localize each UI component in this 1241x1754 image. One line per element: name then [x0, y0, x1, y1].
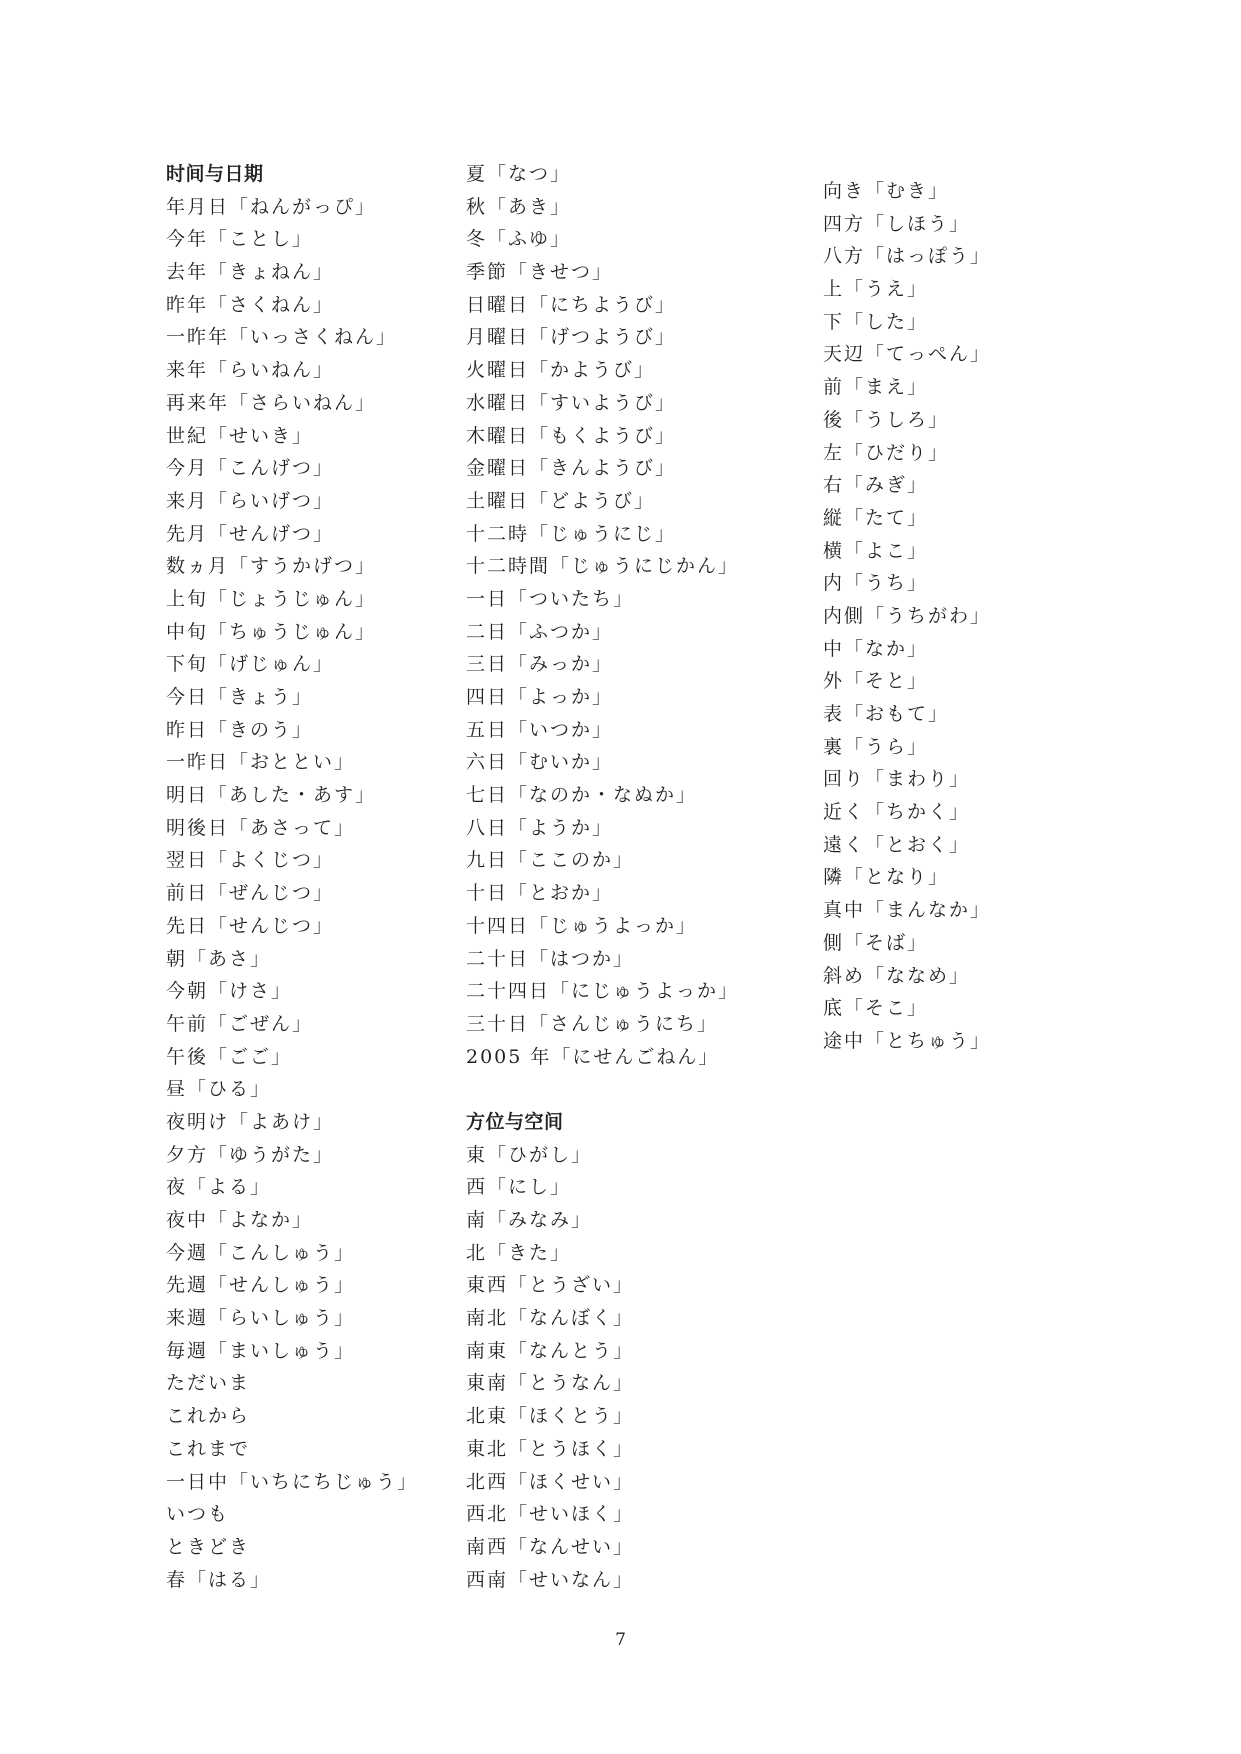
- vocab-item: 後「うしろ」: [823, 408, 950, 431]
- vocab-item: 隣「となり」: [823, 866, 950, 889]
- vocab-item: 三日「みっか」: [466, 653, 614, 676]
- column-1: [166, 158, 456, 1596]
- vocab-item: 七日「なのか・なぬか」: [466, 784, 698, 807]
- vocab-item: 表「おもて」: [823, 703, 950, 725]
- vocab-list-time-date-cont: [466, 158, 806, 1073]
- vocab-item: 東南「とうなん」: [466, 1372, 635, 1395]
- vocab-item: これから: [166, 1405, 251, 1428]
- vocab-item: 2005 年「にせんごねん」: [466, 1045, 720, 1068]
- section-gap: [466, 1073, 806, 1106]
- vocab-item: いつも: [166, 1503, 230, 1526]
- vocab-item: 十二時間「じゅうにじかん」: [466, 555, 740, 578]
- vocab-item: 一日中「いちにちじゅう」: [166, 1470, 419, 1493]
- vocab-item: 上「うえ」: [823, 278, 929, 301]
- vocab-item: 西北「せいほく」: [466, 1503, 635, 1526]
- vocab-item: ただいま: [166, 1372, 251, 1395]
- vocab-item: 夜明け「よあけ」: [166, 1110, 335, 1133]
- vocab-item: 向き「むき」: [823, 180, 950, 202]
- vocab-item: 四日「よっか」: [466, 686, 614, 708]
- vocab-item: 前日「ぜんじつ」: [166, 882, 335, 905]
- vocab-item: 昼「ひる」: [166, 1078, 272, 1101]
- vocab-item: 南北「なんぼく」: [466, 1307, 635, 1330]
- vocab-item: 外「そと」: [823, 670, 929, 693]
- vocab-item: 側「そば」: [823, 931, 929, 954]
- vocab-item: 六日「むいか」: [466, 751, 614, 774]
- vocab-item: 二十日「はつか」: [466, 947, 635, 970]
- vocab-item: 一昨年「いっさくねん」: [166, 326, 398, 349]
- vocab-list-direction-space-cont: [823, 175, 1123, 1058]
- vocab-item: 東北「とうほく」: [466, 1437, 635, 1460]
- vocab-item: これまで: [166, 1437, 251, 1460]
- section-heading-direction-space: 方位与空间: [466, 1110, 564, 1133]
- vocab-item: 内側「うちがわ」: [823, 604, 992, 627]
- vocab-item: 遠く「とおく」: [823, 833, 971, 856]
- vocab-item: 夜「よる」: [166, 1176, 272, 1199]
- vocab-item: 一昨日「おととい」: [166, 751, 356, 774]
- vocab-item: 上旬「じょうじゅん」: [166, 587, 377, 610]
- vocab-item: 東西「とうざい」: [466, 1274, 635, 1297]
- vocab-item: 午後「ごご」: [166, 1045, 293, 1068]
- vocab-item: 土曜日「どようび」: [466, 489, 656, 512]
- vocab-item: 真中「まんなか」: [823, 899, 992, 922]
- vocab-item: 季節「きせつ」: [466, 261, 614, 284]
- vocab-list-time-date: [166, 191, 456, 1597]
- vocab-item: 近く「ちかく」: [823, 801, 971, 824]
- vocab-item: 南西「なんせい」: [466, 1535, 635, 1558]
- vocab-item: 明日「あした・あす」: [166, 784, 377, 807]
- vocab-item: 一日「ついたち」: [466, 587, 635, 610]
- vocab-item: 東「ひがし」: [466, 1143, 593, 1166]
- vocab-item: 金曜日「きんようび」: [466, 457, 677, 480]
- vocab-item: 秋「あき」: [466, 195, 572, 218]
- vocab-item: 去年「きょねん」: [166, 261, 335, 284]
- vocab-item: 二十四日「にじゅうよっか」: [466, 980, 740, 1003]
- vocab-item: 前「まえ」: [823, 376, 929, 399]
- vocab-item: 木曜日「もくようび」: [466, 424, 677, 447]
- vocab-item: 先月「せんげつ」: [166, 522, 335, 545]
- vocab-item: 底「そこ」: [823, 997, 929, 1020]
- vocab-item: 先日「せんじつ」: [166, 914, 335, 937]
- vocab-item: 夏「なつ」: [466, 163, 572, 185]
- vocab-item: 昨日「きのう」: [166, 718, 314, 741]
- vocab-item: 右「みぎ」: [823, 474, 929, 497]
- column-2: [466, 158, 806, 1596]
- vocab-item: 世紀「せいき」: [166, 424, 314, 447]
- vocab-item: 斜め「ななめ」: [823, 964, 971, 987]
- vocab-item: 北東「ほくとう」: [466, 1405, 635, 1428]
- vocab-item: 内「うち」: [823, 572, 929, 595]
- vocab-item: 今週「こんしゅう」: [166, 1241, 356, 1264]
- vocab-item: 四方「しほう」: [823, 212, 971, 235]
- vocab-item: 八方「はっぽう」: [823, 245, 992, 268]
- vocab-item: 春「はる」: [166, 1568, 272, 1591]
- vocab-item: 来年「らいねん」: [166, 359, 335, 382]
- vocab-item: 十日「とおか」: [466, 882, 614, 905]
- vocab-item: ときどき: [166, 1535, 251, 1558]
- vocab-item: 北西「ほくせい」: [466, 1470, 635, 1493]
- vocab-list-direction-space: [466, 1139, 806, 1597]
- vocab-item: 二日「ふつか」: [466, 620, 614, 643]
- vocab-item: 来月「らいげつ」: [166, 489, 335, 512]
- vocab-item: 縦「たて」: [823, 506, 929, 529]
- vocab-item: 十四日「じゅうよっか」: [466, 914, 698, 937]
- vocab-item: 八日「ようか」: [466, 816, 614, 839]
- vocab-item: 午前「ごぜん」: [166, 1012, 314, 1035]
- vocab-item: 昨年「さくねん」: [166, 293, 335, 316]
- vocab-item: 今日「きょう」: [166, 686, 314, 708]
- vocab-item: 夜中「よなか」: [166, 1209, 314, 1231]
- vocab-item: 南「みなみ」: [466, 1209, 593, 1231]
- vocab-item: 三十日「さんじゅうにち」: [466, 1012, 719, 1035]
- vocab-item: 明後日「あさって」: [166, 816, 356, 839]
- vocab-item: 朝「あさ」: [166, 947, 272, 970]
- vocab-item: 冬「ふゆ」: [466, 228, 572, 251]
- vocab-item: 今年「ことし」: [166, 228, 314, 251]
- vocab-item: 西南「せいなん」: [466, 1568, 635, 1591]
- vocab-item: 今月「こんげつ」: [166, 457, 335, 480]
- vocab-item: 横「よこ」: [823, 539, 929, 562]
- vocab-item: 下旬「げじゅん」: [166, 653, 335, 676]
- vocab-item: 夕方「ゆうがた」: [166, 1143, 335, 1166]
- vocab-item: 来週「らいしゅう」: [166, 1307, 356, 1330]
- vocab-item: 年月日「ねんがっぴ」: [166, 195, 377, 218]
- page-number: 7: [615, 1630, 626, 1650]
- vocab-item: 日曜日「にちようび」: [466, 293, 677, 316]
- vocab-item: 中旬「ちゅうじゅん」: [166, 620, 377, 643]
- vocab-item: 数ヵ月「すうかげつ」: [166, 555, 377, 578]
- vocab-item: 天辺「てっぺん」: [823, 343, 992, 366]
- vocab-item: 途中「とちゅう」: [823, 1029, 992, 1052]
- vocab-item: 中「なか」: [823, 637, 929, 660]
- vocab-item: 毎週「まいしゅう」: [166, 1339, 356, 1362]
- vocab-item: 西「にし」: [466, 1176, 572, 1199]
- vocab-item: 九日「ここのか」: [466, 849, 635, 872]
- vocab-item: 今朝「けさ」: [166, 980, 293, 1003]
- vocab-item: 先週「せんしゅう」: [166, 1274, 356, 1297]
- vocab-item: 左「ひだり」: [823, 441, 950, 464]
- vocab-item: 火曜日「かようび」: [466, 359, 656, 382]
- vocab-item: 下「した」: [823, 310, 929, 333]
- vocab-item: 十二時「じゅうにじ」: [466, 522, 677, 545]
- vocab-item: 再来年「さらいねん」: [166, 391, 377, 414]
- column-3: [823, 175, 1123, 1058]
- vocab-item: 北「きた」: [466, 1241, 572, 1264]
- section-heading-time-date: 时间与日期: [166, 163, 264, 185]
- vocab-item: 水曜日「すいようび」: [466, 391, 677, 414]
- vocab-item: 裏「うら」: [823, 735, 929, 758]
- vocab-item: 南東「なんとう」: [466, 1339, 635, 1362]
- vocab-item: 月曜日「げつようび」: [466, 326, 677, 349]
- vocab-item: 翌日「よくじつ」: [166, 849, 335, 872]
- vocab-item: 五日「いつか」: [466, 718, 614, 741]
- vocab-item: 回り「まわり」: [823, 768, 971, 791]
